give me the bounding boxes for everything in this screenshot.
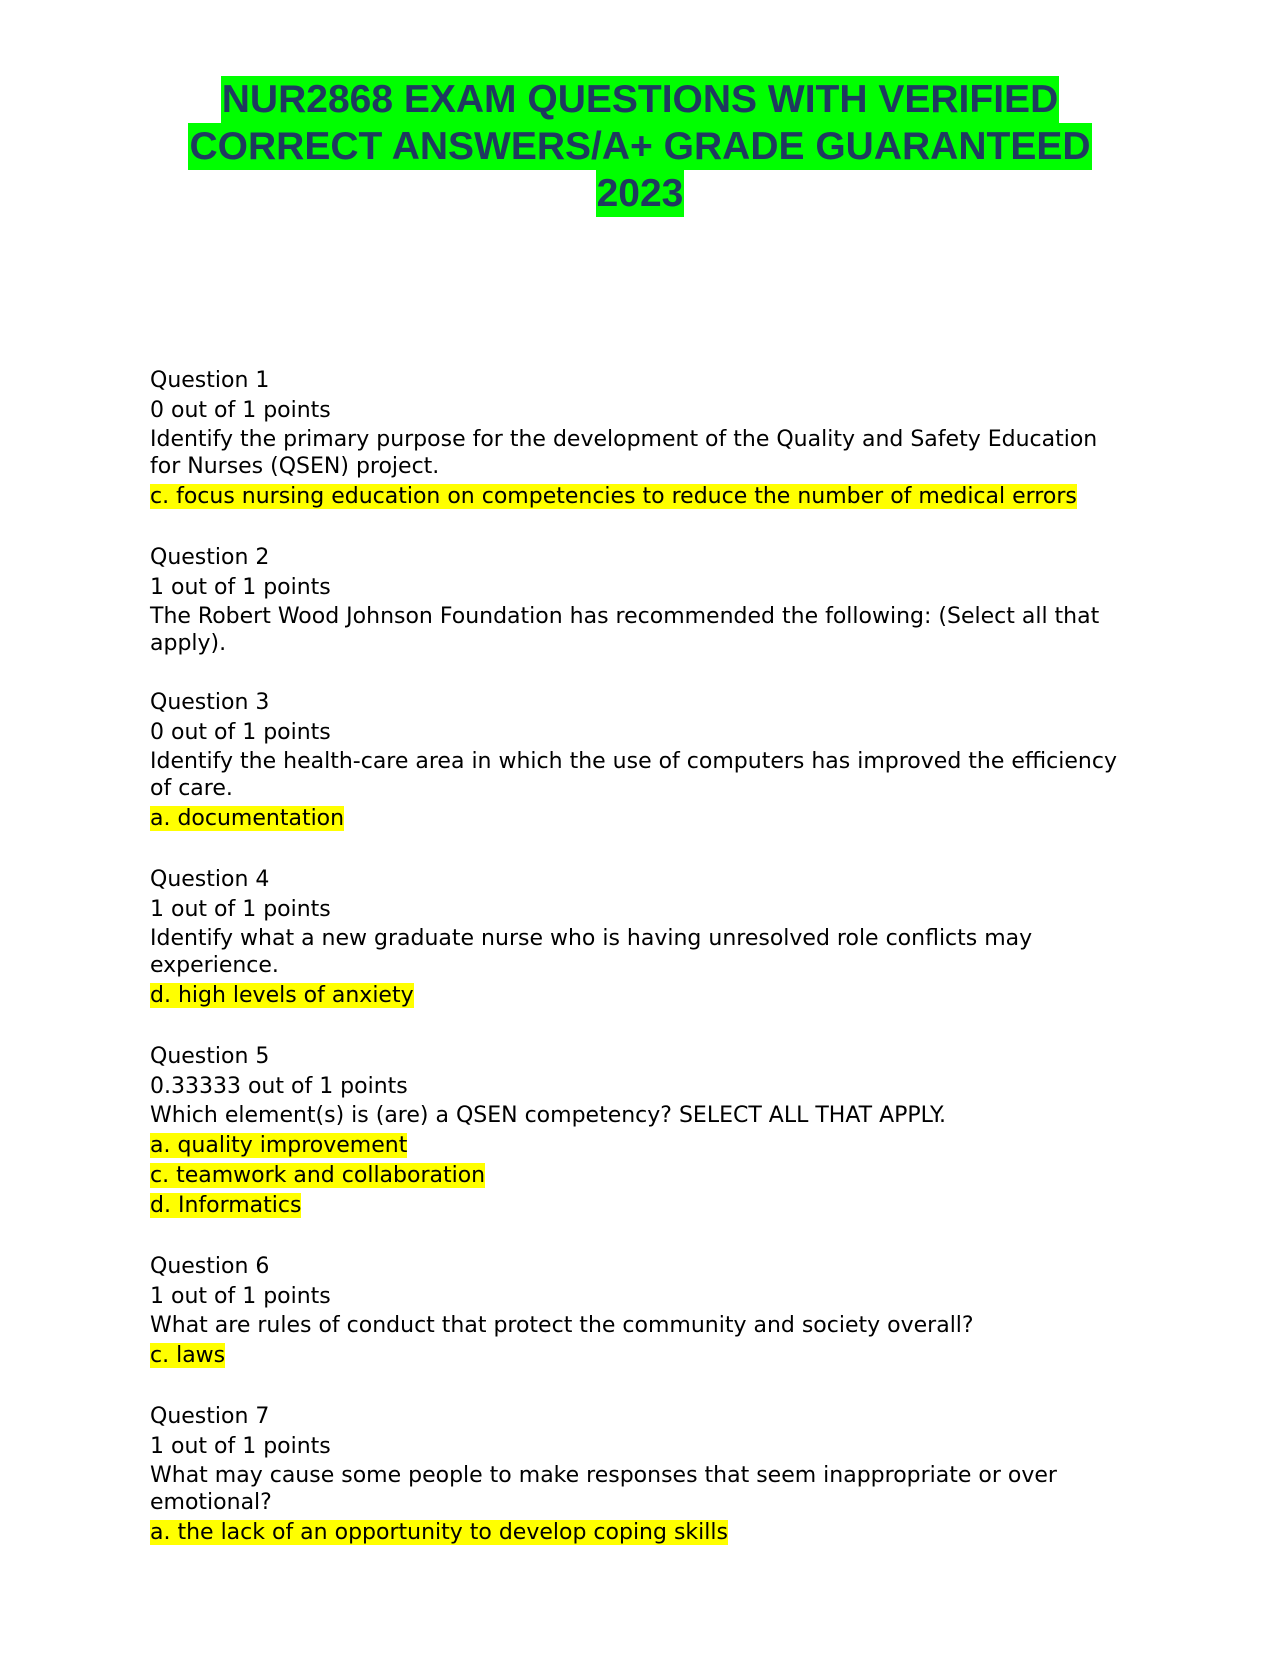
question-points: 1 out of 1 points — [150, 1434, 331, 1459]
question-block — [150, 865, 1130, 1011]
title-line-2: CORRECT ANSWERS/A+ GRADE GUARANTEED — [189, 125, 1091, 168]
question-points: 0 out of 1 points — [150, 720, 331, 745]
answer-text: d. Informatics — [150, 1193, 302, 1218]
answer-text: c. laws — [150, 1343, 226, 1368]
question-block — [150, 543, 1130, 657]
question-label: Question 6 — [150, 1254, 270, 1279]
answer-text: c. focus nursing education on competencies to reduce the number of medical errors — [150, 484, 1077, 509]
question-block — [150, 1402, 1130, 1548]
question-prompt: Identify what a new graduate nurse who is having unresolved role conflicts may experience. — [150, 926, 1033, 978]
question-points: 1 out of 1 points — [150, 897, 331, 922]
document-title — [150, 76, 1130, 217]
answer-text: a. documentation — [150, 806, 345, 831]
question-points: 0.33333 out of 1 points — [150, 1074, 408, 1099]
answer-highlight — [150, 1131, 1130, 1161]
answer-text: d. high levels of anxiety — [150, 983, 414, 1008]
question-list — [150, 366, 1130, 1579]
question-label: Question 7 — [150, 1404, 270, 1429]
title-line-1: NUR2868 EXAM QUESTIONS WITH VERIFIED — [221, 78, 1059, 121]
question-label: Question 2 — [150, 545, 270, 570]
question-label: Question 5 — [150, 1044, 270, 1069]
question-prompt: What are rules of conduct that protect the community and society overall? — [150, 1313, 974, 1338]
question-label: Question 3 — [150, 690, 270, 715]
question-block — [150, 366, 1130, 512]
question-points: 0 out of 1 points — [150, 398, 331, 423]
question-prompt: Which element(s) is (are) a QSEN competency? SELECT ALL THAT APPLY. — [150, 1103, 946, 1128]
question-prompt: Identify the health-care area in which the use of computers has improved the efficiency of care. — [150, 749, 1117, 801]
answer-highlight — [150, 1161, 1130, 1191]
question-label: Question 4 — [150, 867, 270, 892]
question-block — [150, 688, 1130, 834]
answer-highlight — [150, 1191, 1130, 1221]
question-points: 1 out of 1 points — [150, 1284, 331, 1309]
question-prompt: What may cause some people to make responses that seem inappropriate or over emotional? — [150, 1463, 1057, 1515]
question-block — [150, 1252, 1130, 1371]
answer-text: c. teamwork and collaboration — [150, 1163, 486, 1188]
answer-text: a. quality improvement — [150, 1133, 408, 1158]
answer-highlight — [150, 981, 1130, 1011]
question-prompt: Identify the primary purpose for the development of the Quality and Safety Education for Nurses (QSEN) project. — [150, 427, 1098, 479]
question-points: 1 out of 1 points — [150, 575, 331, 600]
answer-highlight — [150, 1341, 1130, 1371]
answer-text: a. the lack of an opportunity to develop coping skills — [150, 1520, 728, 1545]
title-line-3: 2023 — [596, 172, 684, 215]
question-block — [150, 1042, 1130, 1221]
question-label: Question 1 — [150, 368, 270, 393]
answer-highlight — [150, 804, 1130, 834]
answer-highlight — [150, 1518, 1130, 1548]
answer-highlight — [150, 482, 1130, 512]
question-prompt: The Robert Wood Johnson Foundation has recommended the following: (Select all that apply). — [150, 604, 1100, 656]
